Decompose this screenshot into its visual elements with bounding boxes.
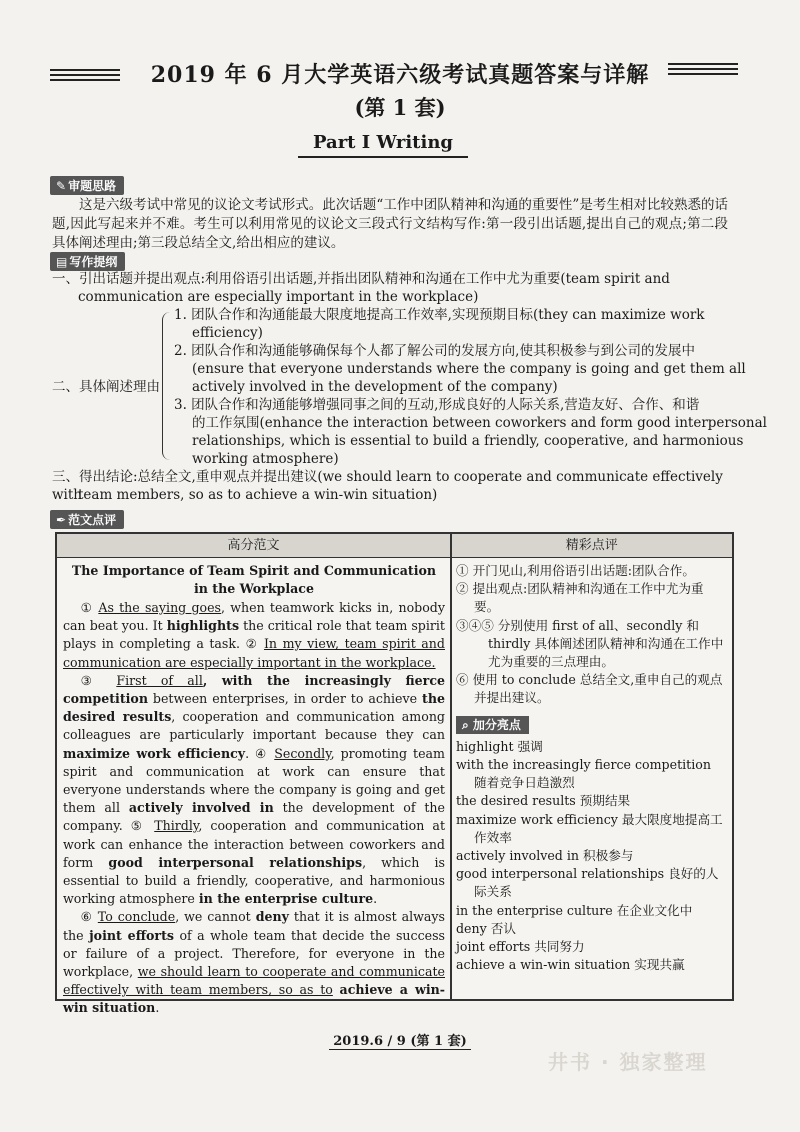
review-table (55, 532, 734, 1016)
highlight-item: deny 否认 (456, 920, 516, 936)
highlight-item: in the enterprise culture 在企业文化中 (456, 902, 693, 918)
essay-text: the critical role that team spirit plays in completing a task. ② (63, 618, 445, 652)
search-icon: ⌕ (462, 717, 469, 732)
comment-4: ⑥ 使用 to conclude 总结全文,重申自己的观点并提出建议。 (456, 672, 723, 706)
essay-paragraph-2 (63, 672, 445, 909)
outline-sub-3: 3. 团队合作和沟通能够增强同事之间的互动,形成良好的人际关系,营造友好、合作、和谐 (174, 397, 700, 413)
essay-title (63, 562, 445, 598)
outline-brace (162, 312, 173, 460)
outline-sub-2: 2. 团队合作和沟通能够确保每个人都了解公司的发展方向,使其积极参与到公司的发展中 (174, 343, 695, 359)
bold-phrase: maximize work efficiency (63, 745, 246, 761)
underlined-phrase: In my view, team spirit and communication are especially important in the workplace. (63, 636, 445, 670)
bold-phrase: the desired results (63, 691, 445, 725)
marker: ③ (80, 672, 103, 688)
outline-point-3: 三、得出结论:总结全文,重申观点并提出建议(we should learn to cooperate and communicate effectively with (52, 469, 723, 503)
comment-3: ③④⑤ 分别使用 first of all、secondly 和 thirdly 具体阐述团队精神和沟通在工作中尤为重要的三点理由。 (456, 617, 724, 670)
essay-paragraph-3 (63, 908, 445, 1017)
outline-point-2: 二、具体阐述理由 (52, 379, 160, 395)
outline-point-1: 一、引出话题并提出观点:利用俗语引出话题,并指出团队精神和沟通在工作中尤为重要(team spirit and (52, 271, 670, 287)
underlined-phrase: To conclude (97, 909, 176, 925)
underlined-phrase: As the saying goes (98, 600, 222, 615)
sample-essay (63, 562, 445, 1018)
page-title: 2019 年 6 月大学英语六级考试真题答案与详解 (150, 62, 650, 88)
essay-text: . (155, 1000, 160, 1016)
highlight-item: achieve a win-win situation 实现共赢 (456, 957, 685, 973)
bold-phrase: good interpersonal relationships (108, 854, 363, 870)
review-tag-label: 范文点评 (68, 513, 117, 527)
analysis-text: 这是六级考试中常见的议论文考试形式。此次话题“工作中团队精神和沟通的重要性”是考生相对比较熟悉的话题,因此写起来并不难。考生可以利用常见的议论文三段式行文结构写作:第一段引出话题,提出自己的观点;第二段具体阐述理由;第三段总结全文,给出相应的建议。 (52, 197, 728, 251)
highlight-item: maximize work efficiency 最大限度地提高工作效率 (456, 811, 723, 845)
essay-paragraph-1 (63, 599, 445, 672)
underlined-phrase: we should learn to cooperate and communicate effectively with team members, so as to (63, 964, 445, 998)
outline-sub-2-cont2: actively involved in the development of the company) (192, 379, 558, 395)
underlined-phrase: Thirdly (154, 818, 199, 834)
essay-text: , which is essential to build a friendly, cooperative, and harmonious working atmosphere (63, 854, 445, 907)
bold-phrase: deny (255, 909, 289, 925)
essay-text: , when teamwork kicks in, nobody can beat you. It (63, 600, 445, 634)
outline-sub-1-cont: efficiency) (192, 325, 263, 341)
comment-2: ② 提出观点:团队精神和沟通在工作中尤为重要。 (456, 581, 704, 615)
essay-text: , we cannot (175, 909, 251, 925)
outline-sub-2-cont: (ensure that everyone understands where the company is going and get them all (192, 361, 746, 377)
pen-icon: ✒ (56, 513, 67, 527)
essay-text: between enterprises, in order to achieve (152, 691, 418, 707)
essay-title-line-1: The Importance of Team Spirit and Communication (71, 563, 437, 578)
outline-sub-3-cont: 的工作氛围(enhance the interaction between coworkers and form good interpersonal (192, 415, 767, 431)
underlined-phrase: First of all (116, 672, 203, 688)
col-header-comments: 精彩点评 (452, 534, 733, 558)
analysis-tag-label: 审题思路 (68, 179, 117, 193)
highlights-tag (456, 716, 529, 734)
essay-text: , cooperation and communication at work can enhance the interaction between coworkers and form (63, 818, 446, 870)
bold-phrase: highlights (166, 618, 240, 634)
outline-tag-label: 写作提纲 (69, 255, 118, 269)
essay-text: of a whole team that decide the success or failure of a project. Therefore, for everyone in the workplace, (63, 927, 445, 980)
underlined-phrase: Secondly (274, 745, 331, 761)
column-divider (450, 534, 452, 999)
review-tag (50, 510, 124, 529)
highlight-item: the desired results 预期结果 (456, 793, 631, 809)
comment-1: ① 开门见山,利用俗语引出话题:团队合作。 (456, 563, 695, 578)
outline-icon: ▤ (56, 255, 68, 269)
bold-phrase: actively involved in (128, 800, 274, 816)
bold-phrase: achieve a win-win situation (63, 982, 445, 1016)
page-number: 2019.6 / 9 (第 1 套) (329, 1034, 471, 1050)
outline-sub-3-cont3: working atmosphere) (192, 451, 339, 467)
outline-sub-3-cont2: relationships, which is essential to build a friendly, cooperative, and harmonious (192, 433, 744, 449)
col-header-essay: 高分范文 (57, 534, 450, 558)
watermark: 井书 · 独家整理 (548, 1050, 708, 1074)
bold-phrase: joint efforts (89, 927, 174, 943)
highlight-item: with the increasingly fierce competition 随着竞争日趋激烈 (456, 757, 711, 791)
essay-text: that it is almost always the (63, 909, 445, 943)
outline-point-1-cont: communication are especially important in the workplace) (78, 289, 479, 305)
page-subtitle: (第 1 套) (354, 95, 446, 120)
essay-text: . (373, 891, 378, 907)
outline-tag (50, 252, 125, 271)
essay-title-line-2: in the Workplace (193, 581, 314, 596)
highlight-item: highlight 强调 (456, 738, 543, 754)
essay-text: , cooperation and communication among colleagues are particularly important because they can (63, 709, 445, 743)
outline-point-3-cont: team members, so as to achieve a win-win situation) (78, 487, 438, 503)
analysis-tag (50, 176, 124, 195)
highlights-tag-label: 加分亮点 (472, 717, 521, 732)
essay-text: the development of the company. ⑤ (63, 800, 445, 834)
outline-sub-1: 1. 团队合作和沟通能最大限度地提高工作效率,实现预期目标(they can maximize work (174, 307, 705, 323)
marker: ① (80, 600, 94, 615)
highlight-item: good interpersonal relationships 良好的人际关系 (456, 866, 719, 900)
comments-column (456, 562, 726, 974)
bold-phrase: in the enterprise culture (198, 891, 374, 907)
essay-text: . ④ (245, 745, 269, 761)
highlight-item: joint efforts 共同努力 (456, 939, 585, 955)
part-heading: Part I Writing (298, 132, 468, 158)
pencil-icon: ✎ (56, 179, 67, 193)
highlight-item: actively involved in 积极参与 (456, 848, 634, 864)
marker: ⑥ (80, 909, 93, 925)
essay-text: , promoting team spirit and communication at work can ensure that everyone understands where the company is going and get them all (63, 745, 445, 816)
bold-phrase: , with the increasingly fierce competition (63, 672, 445, 707)
